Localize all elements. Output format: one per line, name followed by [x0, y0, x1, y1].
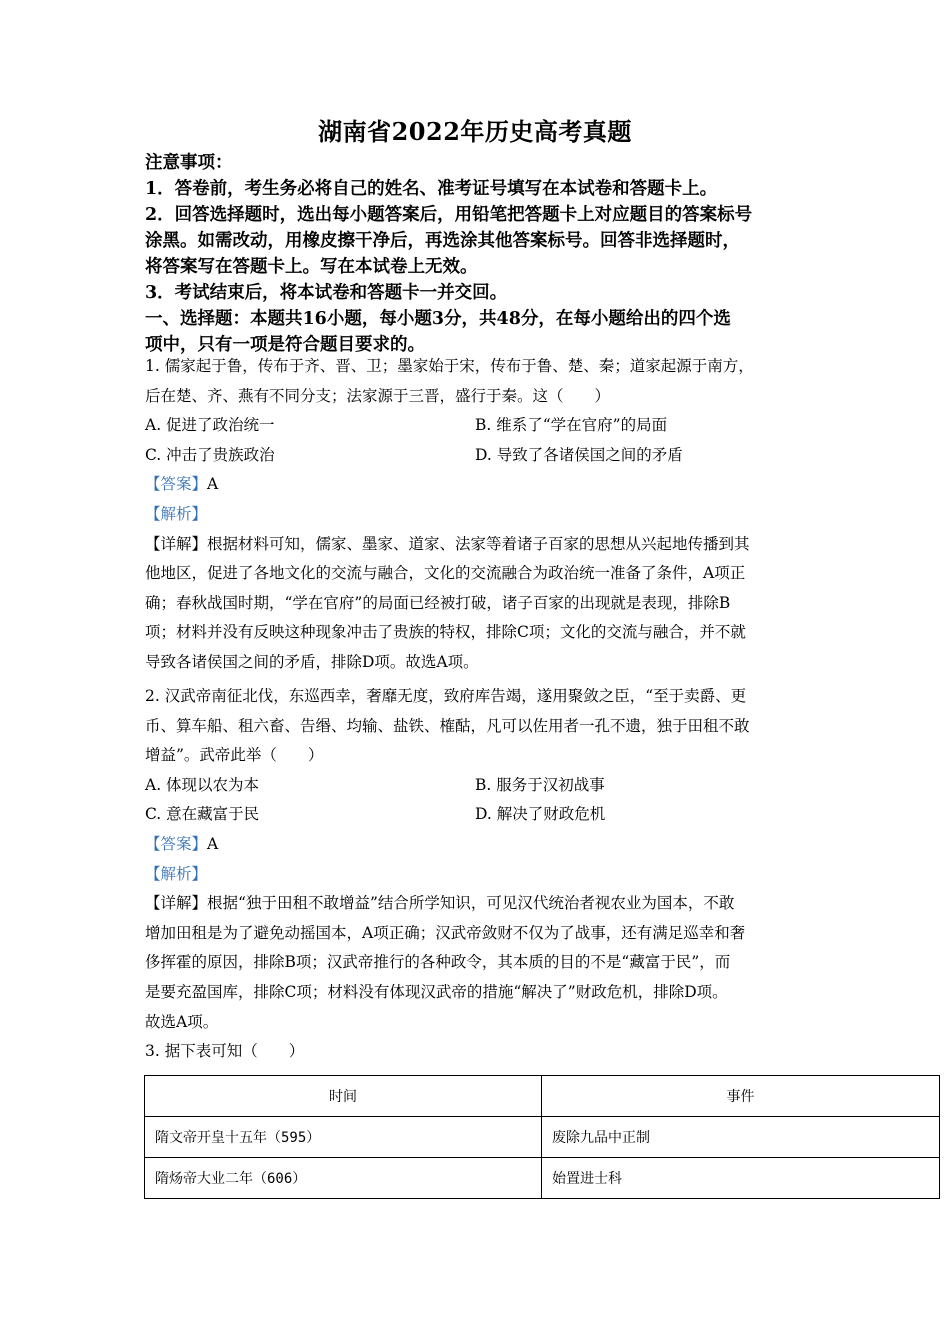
table-cell-time: 隋炀帝大业二年（606） [145, 1158, 542, 1199]
table-row [145, 1158, 940, 1199]
q2-option-c: C. 意在藏富于民 [145, 805, 260, 824]
q2-option-d: D. 解决了财政危机 [475, 805, 606, 824]
q1-option-b: B. 维系了“学在官府”的局面 [475, 416, 668, 435]
q1-answer-tag: 【答案】 [145, 475, 208, 494]
page-title: 湖南省2022年历史高考真题 [318, 117, 632, 146]
notice-section [145, 150, 810, 358]
q2-answer-value: A [207, 834, 219, 853]
table-cell-event: 废除九品中正制 [542, 1117, 940, 1158]
events-table [144, 1075, 940, 1199]
table-cell-time: 隋文帝开皇十五年（595） [145, 1117, 542, 1158]
q1-detail-text-1: 根据材料可知，儒家、墨家、道家、法家等着诸子百家的思想从兴起地传播到其 [207, 534, 750, 553]
q1-option-c: C. 冲击了贵族政治 [145, 445, 275, 464]
q1-options-row-1 [145, 411, 805, 441]
q2-options-row-1 [145, 771, 805, 801]
table-header-event: 事件 [542, 1076, 940, 1117]
section-heading-line-2: 项中，只有一项是符合题目要求的。 [145, 335, 425, 355]
q2-answer-tag: 【答案】 [145, 834, 208, 853]
q2-stem-line-3: 增益”。武帝此举（ ） [145, 746, 324, 765]
table-header-row [145, 1076, 940, 1117]
q2-detail-tag: 【详解】 [145, 894, 208, 913]
question-2 [145, 682, 805, 1067]
q2-option-b: B. 服务于汉初战事 [475, 775, 605, 794]
question-1 [145, 352, 805, 678]
q2-detail-text-1: 根据“独于田租不敢增益”结合所学知识，可见汉代统治者视农业为国本，不敢 [207, 894, 735, 913]
q2-options-row-2 [145, 800, 805, 830]
q1-detail-line-5: 导致各诸侯国之间的矛盾，排除D项。故选A项。 [145, 652, 479, 671]
q2-detail-line-2: 增加田租是为了避免动摇国本，A项正确；汉武帝敛财不仅为了战事，还有满足巡幸和奢 [145, 923, 746, 942]
q2-detail-line-4: 是要充盈国库，排除C项；材料没有体现汉武帝的措施“解决了”财政危机，排除D项。 [145, 982, 728, 1001]
q2-answer [145, 830, 805, 860]
q1-analysis-tag: 【解析】 [145, 504, 208, 523]
q2-detail-line-1 [145, 889, 805, 919]
q1-stem-line-2: 后在楚、齐、燕有不同分支；法家源于三晋，盛行于秦。这（ ） [145, 386, 611, 405]
q1-option-d: D. 导致了各诸侯国之间的矛盾 [475, 445, 683, 464]
q2-analysis [145, 860, 805, 890]
table-header-time: 时间 [145, 1076, 542, 1117]
q2-stem-line-1: 2. 汉武帝南征北伐，东巡西幸，奢靡无度，致府库告竭，遂用聚敛之臣，“至于卖爵、更 [145, 687, 747, 705]
q1-detail-line-3: 确；春秋战国时期，“学在官府”的局面已经被打破，诸子百家的出现就是表现，排除B [145, 593, 731, 612]
q1-answer [145, 470, 805, 500]
q3-stem: 3. 据下表可知（ ） [145, 1042, 305, 1061]
table-cell-event: 始置进士科 [542, 1158, 940, 1199]
q1-options-row-2 [145, 441, 805, 471]
q1-option-a: A. 促进了政治统一 [145, 416, 275, 435]
q1-answer-value: A [207, 475, 219, 494]
q1-detail-line-4: 项；材料并没有反映这种现象冲击了贵族的特权，排除C项；文化的交流与融合，并不就 [145, 623, 746, 642]
notice-item-2-line-3: 将答案写在答题卡上。写在本试卷上无效。 [145, 257, 478, 277]
q1-analysis [145, 500, 805, 530]
table-row [145, 1117, 940, 1158]
section-heading-line-1: 一、选择题：本题共16小题，每小题3分，共48分，在每小题给出的四个选 [145, 309, 731, 329]
notice-item-2-line-1: 2．回答选择题时，选出每小题答案后，用铅笔把答题卡上对应题目的答案标号 [145, 205, 753, 225]
q2-option-a: A. 体现以农为本 [145, 775, 260, 794]
q2-detail-line-3: 侈挥霍的原因，排除B项；汉武帝推行的各种政令，其本质的目的不是“藏富于民”，而 [145, 953, 731, 972]
q2-stem-line-2: 币、算车船、租六畜、告缗、均输、盐铁、榷酤，凡可以佐用者一孔不遗，独于田租不敢 [145, 716, 750, 735]
q1-detail-line-1 [145, 530, 805, 560]
notice-item-3: 3．考试结束后，将本试卷和答题卡一并交回。 [145, 283, 508, 303]
notice-item-2-line-2: 涂黑。如需改动，用橡皮擦干净后，再选涂其他答案标号。回答非选择题时， [145, 231, 740, 251]
q2-detail-line-5: 故选A项。 [145, 1012, 219, 1031]
notice-item-1: 1．答卷前，考生务必将自己的姓名、准考证号填写在本试卷和答题卡上。 [145, 179, 718, 199]
q2-analysis-tag: 【解析】 [145, 864, 208, 883]
q1-detail-line-2: 他地区，促进了各地文化的交流与融合，文化的交流融合为政治统一准备了条件，A项正 [145, 564, 746, 583]
notice-heading: 注意事项： [145, 153, 233, 173]
q1-stem-line-1: 1. 儒家起于鲁，传布于齐、晋、卫；墨家始于宋，传布于鲁、楚、秦；道家起源于南方， [145, 357, 754, 375]
q1-detail-tag: 【详解】 [145, 534, 208, 553]
